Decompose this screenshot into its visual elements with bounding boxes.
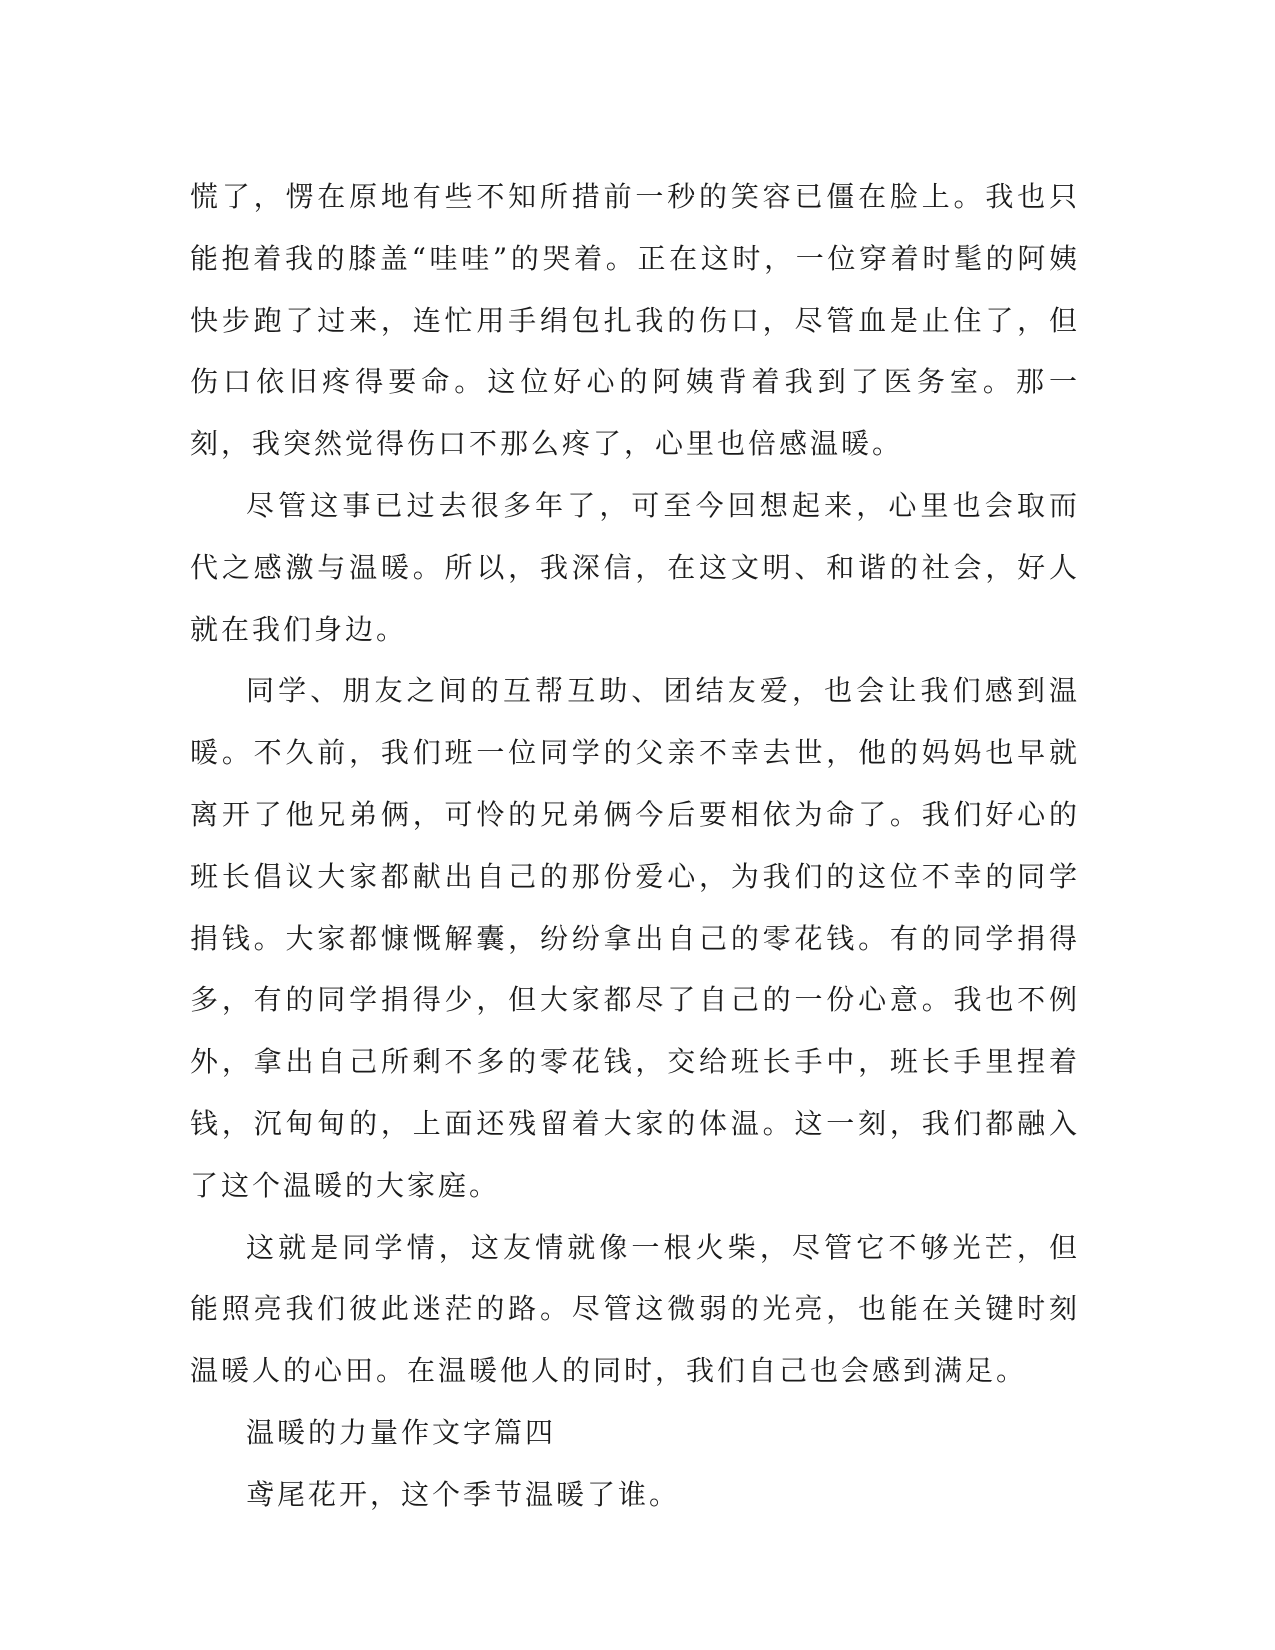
paragraph-classmates: 同学、朋友之间的互帮互助、团结友爱，也会让我们感到温暖。不久前，我们班一位同学的父亲不幸去世，他的妈妈也早就离开了他兄弟俩，可怜的兄弟俩今后要相依为命了。我们好心的班长倡议大家都献出自己的那份爱心，为我们的这位不幸的同学捐钱。大家都慷慨解囊，纷纷拿出自己的零花钱。有的同学捐得多，有的同学捐得少，但大家都尽了自己的一份心意。我也不例外，拿出自己所剩不多的零花钱，交给班长手中，班长手里捏着钱，沉甸甸的，上面还残留着大家的体温。这一刻，我们都融入了这个温暖的大家庭。 <box>190 674 1080 1202</box>
paragraph-reflection: 尽管这事已过去很多年了，可至今回想起来，心里也会取而代之感激与温暖。所以，我深信，在这文明、和谐的社会，好人就在我们身边。 <box>190 488 1080 646</box>
paragraph-continued: 慌了，愣在原地有些不知所措前一秒的笑容已僵在脸上。我也只能抱着我的膝盖“哇哇”的哭着。正在这时，一位穿着时髦的阿姨快步跑了过来，连忙用手绢包扎我的伤口，尽管血是止住了，但伤口依旧疼得要命。这位好心的阿姨背着我到了医务室。那一刻，我突然觉得伤口不那么疼了，心里也倍感温暖。 <box>190 180 1080 461</box>
section-first-line: 鸢尾花开，这个季节温暖了谁。 <box>246 1477 681 1511</box>
section-heading: 温暖的力量作文字篇四 <box>246 1415 557 1449</box>
paragraph-friendship: 这就是同学情，这友情就像一根火柴，尽管它不够光芒，但能照亮我们彼此迷茫的路。尽管这微弱的光亮，也能在关键时刻温暖人的心田。在温暖他人的同时，我们自己也会感到满足。 <box>190 1230 1080 1388</box>
document-body <box>190 166 1080 1526</box>
